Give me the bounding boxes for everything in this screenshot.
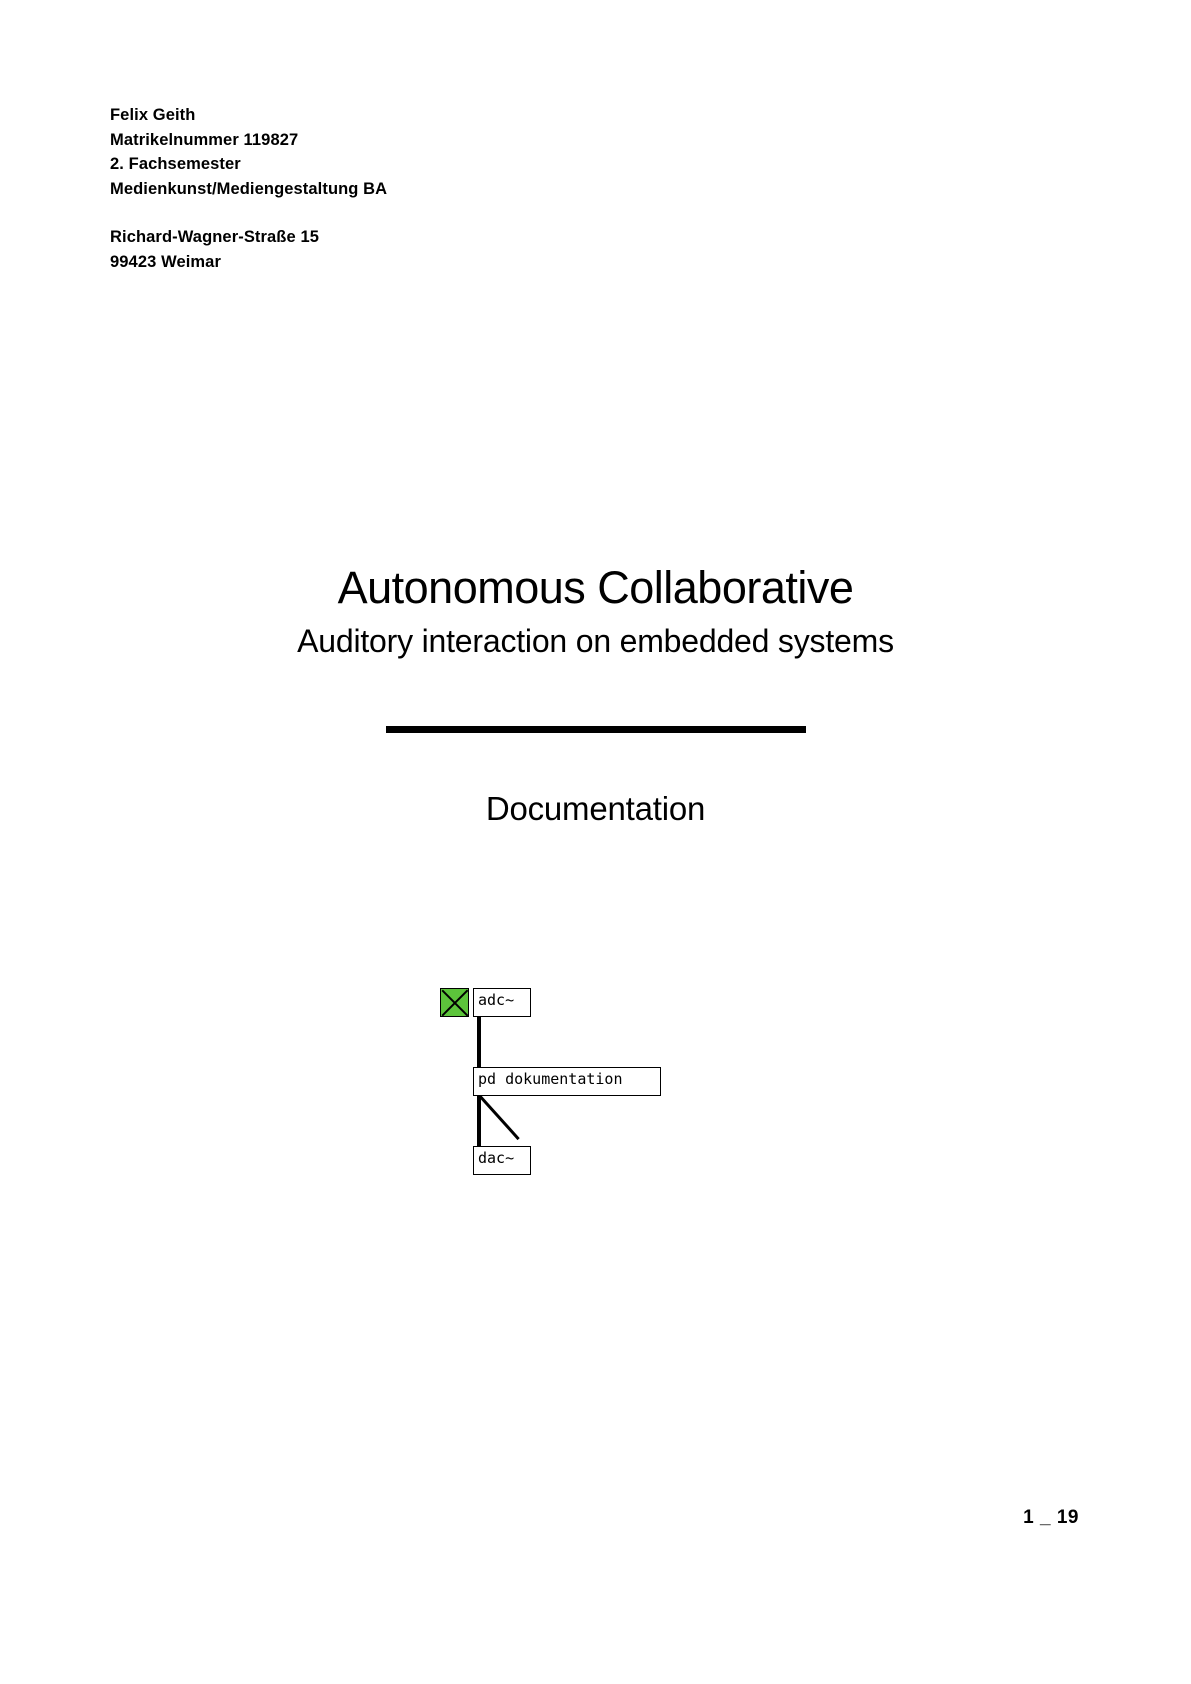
author-matriculation: Matrikelnummer 119827 [110, 130, 299, 149]
author-street: Richard-Wagner-Straße 15 [110, 228, 320, 246]
document-type-label: Documentation [485, 790, 706, 827]
page-number: 1 _ 19 [1023, 1507, 1079, 1528]
puredata-patch-figure [440, 988, 680, 1178]
patch-cord-subpatch-to-dac-right [476, 1092, 520, 1140]
toggle-icon [440, 988, 469, 1017]
pd-object-adc: adc~ [473, 988, 531, 1017]
patch-cord-adc-to-subpatch [477, 1016, 481, 1069]
title-block [0, 560, 1191, 828]
pd-object-subpatch: pd dokumentation [473, 1067, 661, 1096]
page-title: Autonomous Collaborative [337, 562, 854, 613]
author-name: Felix Geith [110, 106, 196, 124]
author-city: 99423 Weimar [110, 252, 221, 271]
author-semester: 2. Fachsemester [110, 155, 241, 173]
page-subtitle: Auditory interaction on embedded systems [297, 623, 894, 659]
author-program: Medienkunst/Mediengestaltung BA [110, 179, 388, 198]
author-block [110, 103, 387, 274]
title-divider [386, 726, 806, 733]
author-block-spacer [110, 201, 387, 225]
pd-object-dac: dac~ [473, 1146, 531, 1175]
patch-cord-subpatch-to-dac-left [477, 1095, 481, 1148]
